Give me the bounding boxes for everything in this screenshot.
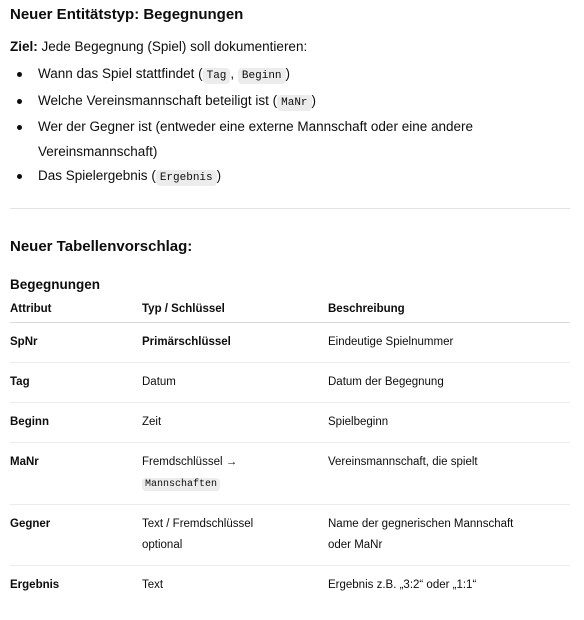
- list-item: [10, 115, 510, 164]
- cell-description: Eindeutige Spielnummer: [328, 336, 454, 348]
- list-item-text: ): [311, 92, 317, 108]
- divider: [10, 208, 570, 209]
- cell-type: Zeit: [142, 416, 162, 428]
- heading-entity: Neuer Entitätstyp: Begegnungen: [10, 6, 244, 23]
- cell-type-text: Fremdschlüssel →: [142, 456, 238, 468]
- attributes-table: [10, 296, 570, 605]
- cell-attribute: SpNr: [10, 336, 38, 348]
- cell-attribute: Ergebnis: [10, 579, 60, 591]
- table-row: [10, 403, 570, 443]
- cell-description: Name der gegnerischen Mannschaft oder MaNr: [328, 518, 514, 551]
- table-row: [10, 323, 570, 363]
- cell-type: Text: [142, 579, 164, 591]
- cell-type: Datum: [142, 376, 176, 388]
- inline-code: Beginn: [238, 68, 286, 84]
- table-title: Begegnungen: [10, 277, 100, 292]
- cell-attribute: Tag: [10, 376, 30, 388]
- cell-description: Spielbeginn: [328, 416, 389, 428]
- list-item-text: Wer der Gegner ist (entweder eine externe Mannschaft oder eine andere Vereinsmannschaft): [38, 119, 473, 159]
- cell-type: Text / Fremdschlüssel optional: [142, 518, 254, 551]
- list-item: [10, 164, 510, 191]
- cell-type: [142, 443, 328, 504]
- cell-attribute: Beginn: [10, 416, 49, 428]
- list-item-text: ,: [230, 66, 238, 81]
- cell-attribute: MaNr: [10, 456, 39, 468]
- inline-code: Mannschaften: [142, 478, 220, 491]
- cell-description: Datum der Begegnung: [328, 376, 444, 388]
- cell-type: Primärschlüssel: [142, 336, 231, 348]
- column-header: Attribut: [10, 296, 142, 323]
- table-row: [10, 566, 570, 606]
- list-item: [10, 62, 510, 89]
- table-header-row: [10, 296, 570, 323]
- inline-code: Ergebnis: [156, 170, 217, 186]
- goal-paragraph: [10, 39, 307, 54]
- goal-label: Ziel:: [10, 39, 38, 54]
- heading-proposal: Neuer Tabellenvorschlag:: [10, 238, 193, 255]
- list-item-text: Welche Vereinsmannschaft beteiligt ist (: [38, 92, 278, 108]
- table-row: [10, 443, 570, 505]
- list-item-text: ): [216, 168, 222, 183]
- column-header: Beschreibung: [328, 296, 570, 323]
- list-item: [10, 89, 510, 116]
- cell-description: Vereinsmannschaft, die spielt: [328, 456, 478, 468]
- column-header: Typ / Schlüssel: [142, 296, 328, 323]
- inline-code: Tag: [203, 68, 231, 84]
- inline-code: MaNr: [277, 95, 311, 111]
- cell-description: Ergebnis z.B. „3:2“ oder „1:1“: [328, 579, 477, 591]
- requirements-list: [10, 62, 510, 191]
- list-item-text: Das Spielergebnis (: [38, 168, 156, 183]
- list-item-text: Wann das Spiel stattfindet (: [38, 66, 203, 81]
- table-row: [10, 505, 570, 566]
- table-row: [10, 363, 570, 403]
- cell-attribute: Gegner: [10, 518, 51, 530]
- list-item-text: ): [285, 66, 291, 81]
- goal-text: Jede Begegnung (Spiel) soll dokumentieren:: [41, 39, 308, 54]
